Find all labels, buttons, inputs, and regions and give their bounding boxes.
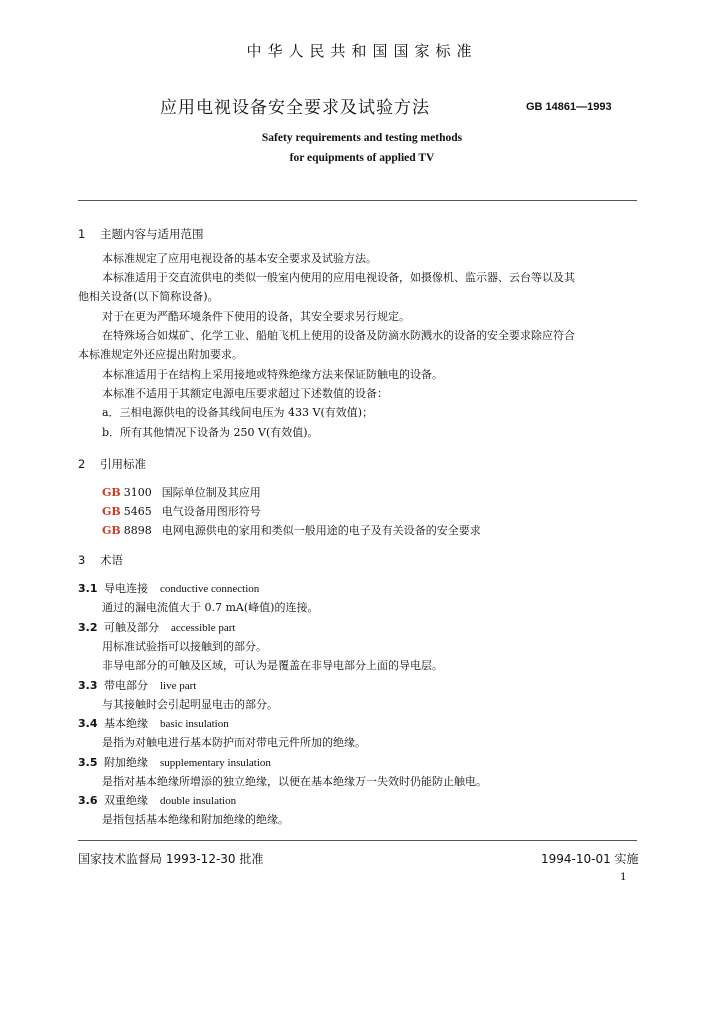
term-zh: 双重绝缘 <box>104 794 148 807</box>
page-number: 1 <box>620 871 627 883</box>
paragraph: 本标准适用于交直流供电的类似一般室内使用的应用电视设备，如摄像机、监示器、云台等以及其 <box>102 271 575 284</box>
reference-number: 8898 <box>123 524 152 537</box>
approval-date: 国家技术监督局 1993-12-30 批准 <box>78 852 264 866</box>
section-number: 3 <box>78 553 86 567</box>
term-number: 3.1 <box>78 582 98 595</box>
term-number: 3.2 <box>78 621 98 634</box>
standard-title-en-line2: for equipments of applied TV <box>289 152 435 164</box>
term-definition: 与其接触时会引起明显电击的部分。 <box>102 698 278 711</box>
term-en: double insulation <box>160 795 237 807</box>
standard-title-zh: 应用电视设备安全要求及试验方法 <box>160 98 430 118</box>
national-standard-heading: 中华人民共和国国家标准 <box>246 42 478 60</box>
header-divider <box>78 200 637 201</box>
reference-number: 5465 <box>123 505 152 518</box>
term-number: 3.5 <box>78 756 98 769</box>
term-en: conductive connection <box>160 583 260 595</box>
term-entry <box>78 792 236 808</box>
term-zh: 基本绝缘 <box>104 717 148 730</box>
paragraph: 本标准规定了应用电视设备的基本安全要求及试验方法。 <box>102 252 377 265</box>
term-en: accessible part <box>171 622 236 634</box>
term-definition: 通过的漏电流值大于 0.7 mA(峰值)的连接。 <box>102 601 319 614</box>
term-definition: 是指包括基本绝缘和附加绝缘的绝缘。 <box>102 813 289 826</box>
term-entry <box>78 619 235 635</box>
footer-divider <box>78 840 637 841</box>
paragraph: 本标准适用于在结构上采用接地或特殊绝缘方法来保证防触电的设备。 <box>102 368 443 381</box>
term-en: basic insulation <box>160 718 229 730</box>
term-en: supplementary insulation <box>160 757 271 769</box>
paragraph-continuation: 他相关设备(以下简称设备)。 <box>78 290 219 303</box>
term-entry <box>78 754 271 770</box>
section-3-heading <box>78 552 123 568</box>
reference-item <box>102 503 261 519</box>
term-en: live part <box>160 680 197 692</box>
term-entry <box>78 715 229 731</box>
term-zh: 可触及部分 <box>104 621 159 634</box>
reference-item <box>102 522 481 538</box>
standard-title-en-line1: Safety requirements and testing methods <box>261 132 463 144</box>
reference-item <box>102 484 261 500</box>
reference-prefix: GB <box>102 505 121 518</box>
term-definition: 是指为对触电进行基本防护而对带电元件所加的绝缘。 <box>102 736 366 749</box>
paragraph: 本标准不适用于其额定电源电压要求超过下述数值的设备： <box>102 387 388 400</box>
paragraph-continuation: 本标准规定外还应提出附加要求。 <box>78 348 243 361</box>
reference-number: 3100 <box>123 486 152 499</box>
paragraph: 在特殊场合如煤矿、化学工业、船舶飞机上使用的设备及防滴水防溅水的设备的安全要求除应符合 <box>102 329 575 342</box>
paragraph: 对于在更为严酷环境条件下使用的设备，其安全要求另行规定。 <box>102 310 410 323</box>
term-entry <box>78 677 196 693</box>
reference-title: 国际单位制及其应用 <box>161 486 261 499</box>
reference-prefix: GB <box>102 524 121 537</box>
term-zh: 附加绝缘 <box>104 756 148 769</box>
reference-title: 电气设备用图形符号 <box>161 505 261 518</box>
section-number: 2 <box>78 457 86 471</box>
section-1-heading <box>78 226 204 242</box>
section-title: 主题内容与适用范围 <box>100 227 204 241</box>
term-entry <box>78 580 259 596</box>
term-definition: 用标准试验指可以接触到的部分。 <box>102 640 267 653</box>
term-zh: 导电连接 <box>104 582 148 595</box>
section-title: 术语 <box>100 553 123 567</box>
section-number: 1 <box>78 227 86 241</box>
term-number: 3.3 <box>78 679 98 692</box>
section-2-heading <box>78 456 146 472</box>
list-item-a: a．三相电源供电的设备其线间电压为 433 V(有效值)； <box>102 406 374 419</box>
term-zh: 带电部分 <box>104 679 148 692</box>
term-number: 3.4 <box>78 717 98 730</box>
term-definition: 非导电部分的可触及区域，可认为是覆盖在非导电部分上面的导电层。 <box>102 659 443 672</box>
effective-date: 1994-10-01 实施 <box>541 852 639 866</box>
reference-title: 电网电源供电的家用和类似一般用途的电子及有关设备的安全要求 <box>161 524 481 537</box>
section-title: 引用标准 <box>100 457 146 471</box>
term-definition: 是指对基本绝缘所增添的独立绝缘，以便在基本绝缘万一失效时仍能防止触电。 <box>102 775 487 788</box>
reference-prefix: GB <box>102 486 121 499</box>
standard-code: GB 14861—1993 <box>526 101 612 113</box>
list-item-b: b．所有其他情况下设备为 250 V(有效值)。 <box>102 426 319 439</box>
term-number: 3.6 <box>78 794 98 807</box>
